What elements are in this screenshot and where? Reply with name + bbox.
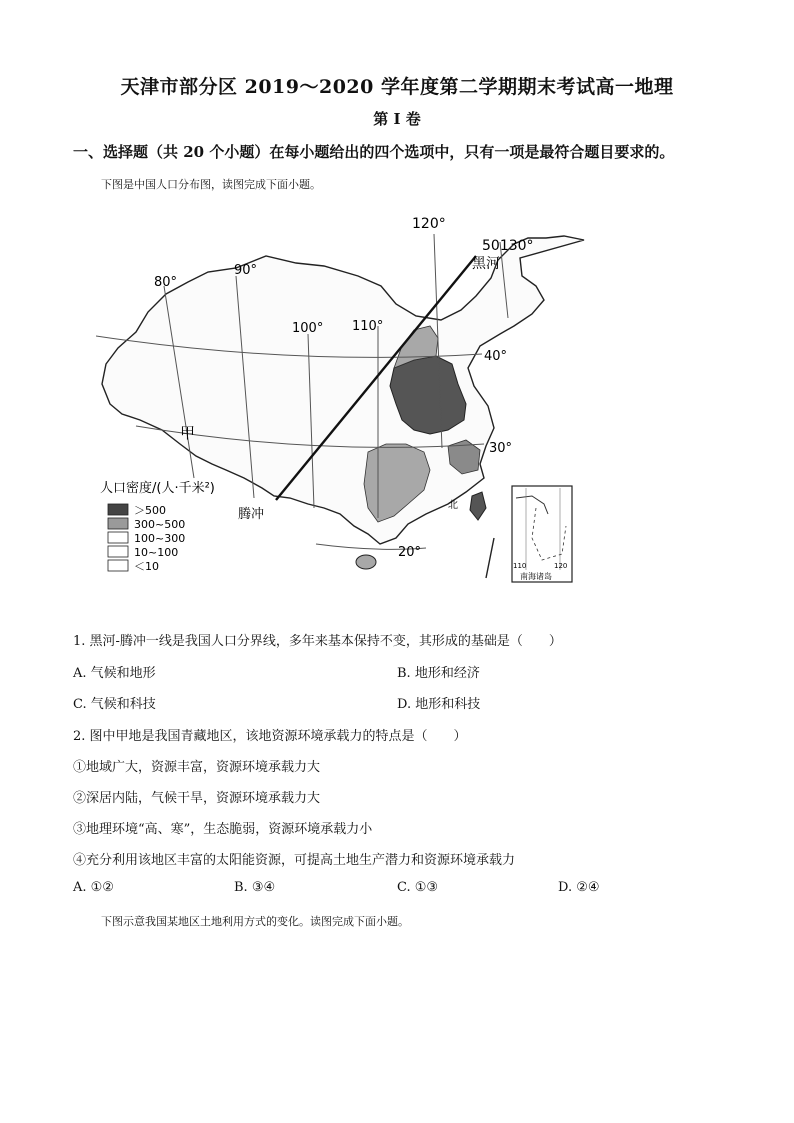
volume-label: 第 I 卷	[373, 110, 421, 128]
legend-swatch-300-500	[108, 518, 128, 529]
china-population-map	[96, 208, 590, 590]
exam-title: 天津市部分区 2019～2020 学年度第二学期期末考试高一地理	[120, 76, 674, 98]
section-heading: 一、选择题（共 20 个小题）在每小题给出的四个选项中，只有一项是最符合题目要求的。	[73, 143, 675, 161]
q2-option-c[interactable]: C. ①③	[397, 880, 439, 895]
latitude-label-40: 40°	[484, 349, 508, 364]
inset-caption: 南海诸岛	[520, 572, 552, 581]
q1-option-b[interactable]: B. 地形和经济	[397, 666, 480, 681]
longitude-label-90: 90°	[234, 263, 258, 278]
legend-swatch-over-500	[108, 504, 128, 515]
question-2-stem: 2. 图中甲地是我国青藏地区，该地资源环境承载力的特点是（ ）	[73, 729, 467, 744]
q2-statement-3: ③地理环境“高、寒”，生态脆弱，资源环境承载力小	[73, 822, 373, 837]
legend-label-10-100: 10~100	[134, 546, 179, 559]
legend-swatch-100-300	[108, 532, 128, 543]
tengchong-label: 腾冲	[238, 507, 265, 522]
inset-tick-120: 120	[554, 562, 568, 570]
q2-statement-4: ④充分利用该地区丰富的太阳能资源，可提高土地生产潜力和资源环境承载力	[73, 853, 516, 868]
south-china-sea-inset	[512, 486, 572, 582]
question-1-stem: 1. 黑河-腾冲一线是我国人口分界线，多年来基本保持不变，其形成的基础是（ ）	[73, 634, 562, 649]
heihe-label: 黑河	[472, 256, 500, 272]
inset-tick-110: 110	[513, 562, 527, 570]
q1-option-c[interactable]: C. 气候和科技	[73, 697, 156, 712]
legend-label-over-500: ＞500	[134, 504, 166, 517]
legend-swatch-under-10	[108, 560, 128, 571]
legend-label-100-300: 100~300	[134, 532, 186, 545]
legend-title: 人口密度/(人·千米²)	[100, 481, 215, 496]
q2-statement-2: ②深居内陆，气候干旱，资源环境承载力大	[73, 791, 321, 806]
longitude-label-80: 80°	[154, 275, 178, 290]
legend-swatch-10-100	[108, 546, 128, 557]
q2-statement-1: ①地域广大，资源丰富，资源环境承载力大	[73, 760, 321, 775]
legend-label-under-10: ＜10	[134, 560, 159, 573]
q2-option-d[interactable]: D. ②④	[558, 880, 600, 895]
latitude-label-30: 30°	[489, 441, 513, 456]
longitude-label-120: 120°	[412, 216, 446, 232]
hainan-island	[356, 555, 376, 569]
longitude-label-110: 110°	[352, 319, 384, 334]
q2-option-a[interactable]: A. ①②	[73, 880, 114, 895]
longitude-label-130: 50130°	[482, 238, 534, 254]
legend-label-300-500: 300~500	[134, 518, 186, 531]
longitude-label-100: 100°	[292, 321, 324, 336]
map-intro-text: 下图是中国人口分布图，读图完成下面小题。	[101, 178, 321, 191]
latitude-label-20: 20°	[398, 545, 422, 560]
bei-label: 北	[448, 500, 458, 511]
q2-option-b[interactable]: B. ③④	[234, 880, 276, 895]
land-use-intro-text: 下图示意我国某地区土地利用方式的变化。读图完成下面小题。	[101, 915, 409, 928]
jia-label: 甲	[180, 424, 196, 442]
q1-option-d[interactable]: D. 地形和科技	[397, 697, 481, 712]
q1-option-a[interactable]: A. 气候和地形	[73, 666, 156, 681]
